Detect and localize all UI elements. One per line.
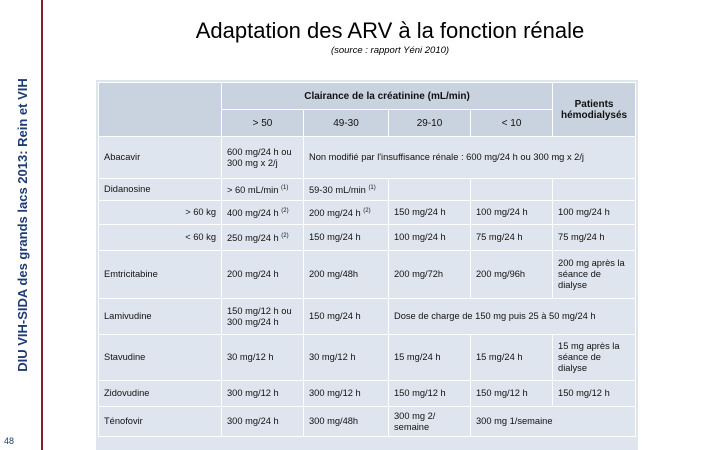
dose-gt50: 300 mg/12 h <box>222 381 304 407</box>
dose-hd: 75 mg/24 h <box>553 225 636 251</box>
col-lt10: < 10 <box>471 110 553 137</box>
weight-label: < 60 kg <box>99 225 222 251</box>
dose-hd: 100 mg/24 h <box>553 201 636 225</box>
drug-name: Lamivudine <box>99 299 222 335</box>
dose-gt50: 300 mg/24 h <box>222 407 304 437</box>
dose-hd: 150 mg/12 h <box>553 381 636 407</box>
dose-value: 400 mg/24 h <box>227 208 279 219</box>
header-clearance: Clairance de la créatinine (mL/min) <box>222 83 553 110</box>
table-row <box>99 137 636 179</box>
table-row <box>99 299 636 335</box>
dose-lt10: 150 mg/12 h <box>471 381 553 407</box>
dose-29-10 <box>389 179 471 201</box>
dose-merged: Non modifié par l'insuffisance rénale : 600 mg/24 h ou 300 mg x 2/j <box>304 137 636 179</box>
dose-gt50 <box>222 179 304 201</box>
dose-49-30: 300 mg/48h <box>304 407 389 437</box>
dose-gt50: 150 mg/12 h ou 300 mg/24 h <box>222 299 304 335</box>
dose-29-10: 100 mg/24 h <box>389 225 471 251</box>
dose-29-10: 200 mg/72h <box>389 251 471 299</box>
drug-name: Abacavir <box>99 137 222 179</box>
dose-29-10: 15 mg/24 h <box>389 335 471 381</box>
table-row <box>99 179 636 201</box>
dose-lt10: 15 mg/24 h <box>471 335 553 381</box>
header-hemodialysis: Patients hémodialysés <box>553 83 636 137</box>
dose-hd <box>553 179 636 201</box>
dose-gt50: 600 mg/24 h ou 300 mg x 2/j <box>222 137 304 179</box>
page-number: 48 <box>4 436 15 446</box>
footnote-ref: (2) <box>363 207 371 214</box>
dose-29-10: 150 mg/12 h <box>389 381 471 407</box>
drug-name: Emtricitabine <box>99 251 222 299</box>
dose-gt50: 200 mg/24 h <box>222 251 304 299</box>
dose-29-10: 150 mg/24 h <box>389 201 471 225</box>
col-49-30: 49-30 <box>304 110 389 137</box>
drug-name: Zidovudine <box>99 381 222 407</box>
dose-value: 59-30 mL/min <box>309 185 366 196</box>
dose-49-30 <box>304 179 389 201</box>
dose-49-30: 150 mg/24 h <box>304 299 389 335</box>
table-row <box>99 407 636 437</box>
dose-29-10: 300 mg 2/ semaine <box>389 407 471 437</box>
footnote-ref: (1) <box>368 184 376 191</box>
table-row <box>99 225 636 251</box>
page-title: Adaptation des ARV à la fonction rénale <box>195 18 585 43</box>
table-row <box>99 251 636 299</box>
col-gt50: > 50 <box>222 110 304 137</box>
table-row <box>99 335 636 381</box>
dose-value: 250 mg/24 h <box>227 233 279 244</box>
dose-value: 200 mg/24 h <box>309 208 361 219</box>
drug-name: Didanosine <box>99 179 222 201</box>
dose-lt10 <box>471 179 553 201</box>
dose-49-30: 150 mg/24 h <box>304 225 389 251</box>
dose-gt50 <box>222 201 304 225</box>
dose-lt10: 100 mg/24 h <box>471 201 553 225</box>
dose-merged: Dose de charge de 150 mg puis 25 à 50 mg/24 h <box>389 299 636 335</box>
source-note: (source : rapport Yéni 2010) <box>330 45 450 56</box>
arv-dosage-table <box>98 82 636 437</box>
dose-merged: 300 mg 1/semaine <box>471 407 636 437</box>
dose-lt10: 200 mg/96h <box>471 251 553 299</box>
sidebar <box>0 0 44 450</box>
dose-lt10: 75 mg/24 h <box>471 225 553 251</box>
dose-hd: 15 mg après la séance de dialyse <box>553 335 636 381</box>
sidebar-divider <box>41 0 43 450</box>
dose-gt50 <box>222 225 304 251</box>
arv-table-container <box>96 80 638 450</box>
col-29-10: 29-10 <box>389 110 471 137</box>
header-corner <box>99 83 222 137</box>
footnote-ref: (2) <box>281 232 289 239</box>
table-row <box>99 381 636 407</box>
weight-label: > 60 kg <box>99 201 222 225</box>
sidebar-title: DIU VIH-SIDA des grands lacs 2013: Rein et VIH <box>15 78 30 372</box>
dose-49-30 <box>304 201 389 225</box>
table-row <box>99 201 636 225</box>
footnote-ref: (1) <box>281 184 289 191</box>
dose-49-30: 30 mg/12 h <box>304 335 389 381</box>
dose-49-30: 200 mg/48h <box>304 251 389 299</box>
footnote-ref: (2) <box>281 207 289 214</box>
dose-value: > 60 mL/min <box>227 185 279 196</box>
table-header-row <box>99 83 636 110</box>
dose-hd: 200 mg après la séance de dialyse <box>553 251 636 299</box>
drug-name: Ténofovir <box>99 407 222 437</box>
drug-name: Stavudine <box>99 335 222 381</box>
dose-49-30: 300 mg/12 h <box>304 381 389 407</box>
dose-gt50: 30 mg/12 h <box>222 335 304 381</box>
